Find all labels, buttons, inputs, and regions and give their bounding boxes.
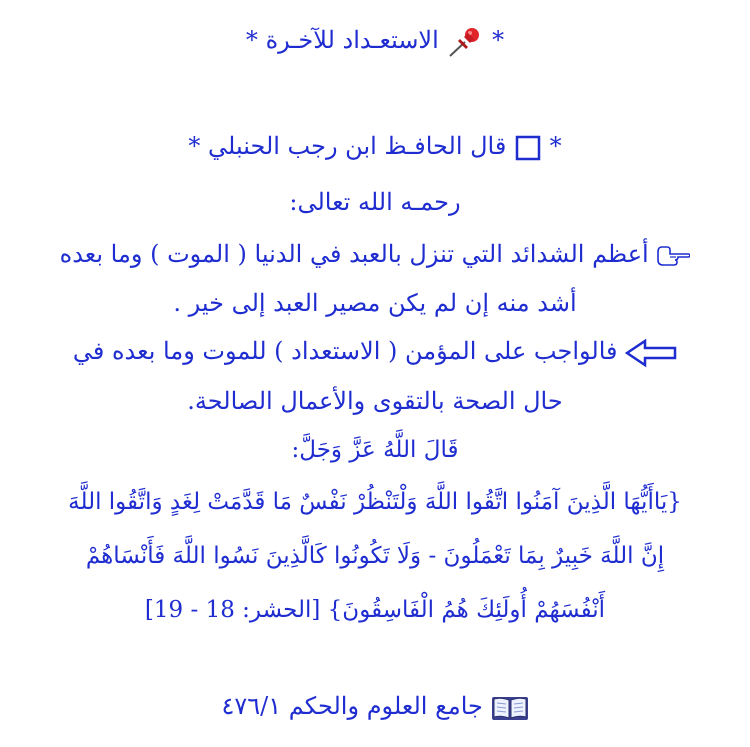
title-text: الاستعـداد للآخـرة (265, 26, 439, 54)
pushpin-icon (446, 25, 484, 59)
author-prefix-star: * (549, 132, 562, 160)
quran-intro-text: قَالَ اللَّهُ عَزَّ وَجَلَّ: (291, 437, 459, 463)
verse-line2 (20, 538, 730, 574)
para2-line2 (20, 383, 730, 419)
verse-line3 (20, 592, 730, 628)
source-text: جامع العلوم والحكم ٤٧٦/١ (221, 692, 483, 720)
para1-line2-text: أشد منه إن لم يكن مصير العبد إلى خير . (173, 289, 577, 317)
pointing-hand-icon (656, 244, 690, 268)
title-suffix-star: * (245, 26, 258, 54)
left-arrow-icon (625, 338, 677, 368)
source-line (20, 688, 730, 724)
blessing-text: رحمـه الله تعالى: (289, 188, 461, 216)
verse-line1-text: {يَاأَيُّهَا الَّذِينَ آمَنُوا اتَّقُوا اللَّهَ وَلْتَنْظُرْ نَفْسٌ مَا قَدَّمَتْ لِغَدٍ وَاتَّقُوا اللَّهَ (68, 489, 682, 515)
verse-line3-text: أَنْفُسَهُمْ أُولَئِكَ هُمُ الْفَاسِقُونَ} [الحشر: 18 - 19] (144, 597, 606, 623)
title-prefix-star: * (492, 26, 505, 54)
para1-line1-text: أعظم الشدائد التي تنزل بالعبد في الدنيا ( الموت ) وما بعده (59, 240, 649, 268)
para2-line2-text: حال الصحة بالتقوى والأعمال الصالحة. (187, 387, 563, 415)
ballot-box-icon (514, 134, 542, 162)
verse-line1 (20, 484, 730, 520)
blessing-line (20, 184, 730, 220)
author-suffix-star: * (188, 132, 201, 160)
para1-line2 (20, 285, 730, 321)
author-text: قال الحافـظ ابن رجب الحنبلي (208, 132, 507, 160)
open-book-icon (491, 693, 529, 723)
title-line (20, 22, 730, 59)
para2-line1 (20, 333, 730, 369)
quran-intro-line (20, 432, 730, 468)
para2-line1-text: فالواجب على المؤمن ( الاستعداد ) للموت وما بعده في (72, 337, 618, 365)
para1-line1 (20, 236, 730, 272)
author-line (20, 128, 730, 164)
verse-line2-text: إِنَّ اللَّهَ خَبِيرٌ بِمَا تَعْمَلُونَ - وَلَا تَكُونُوا كَالَّذِينَ نَسُوا اللَّهَ فَأَنْسَاهُمْ (85, 543, 665, 569)
